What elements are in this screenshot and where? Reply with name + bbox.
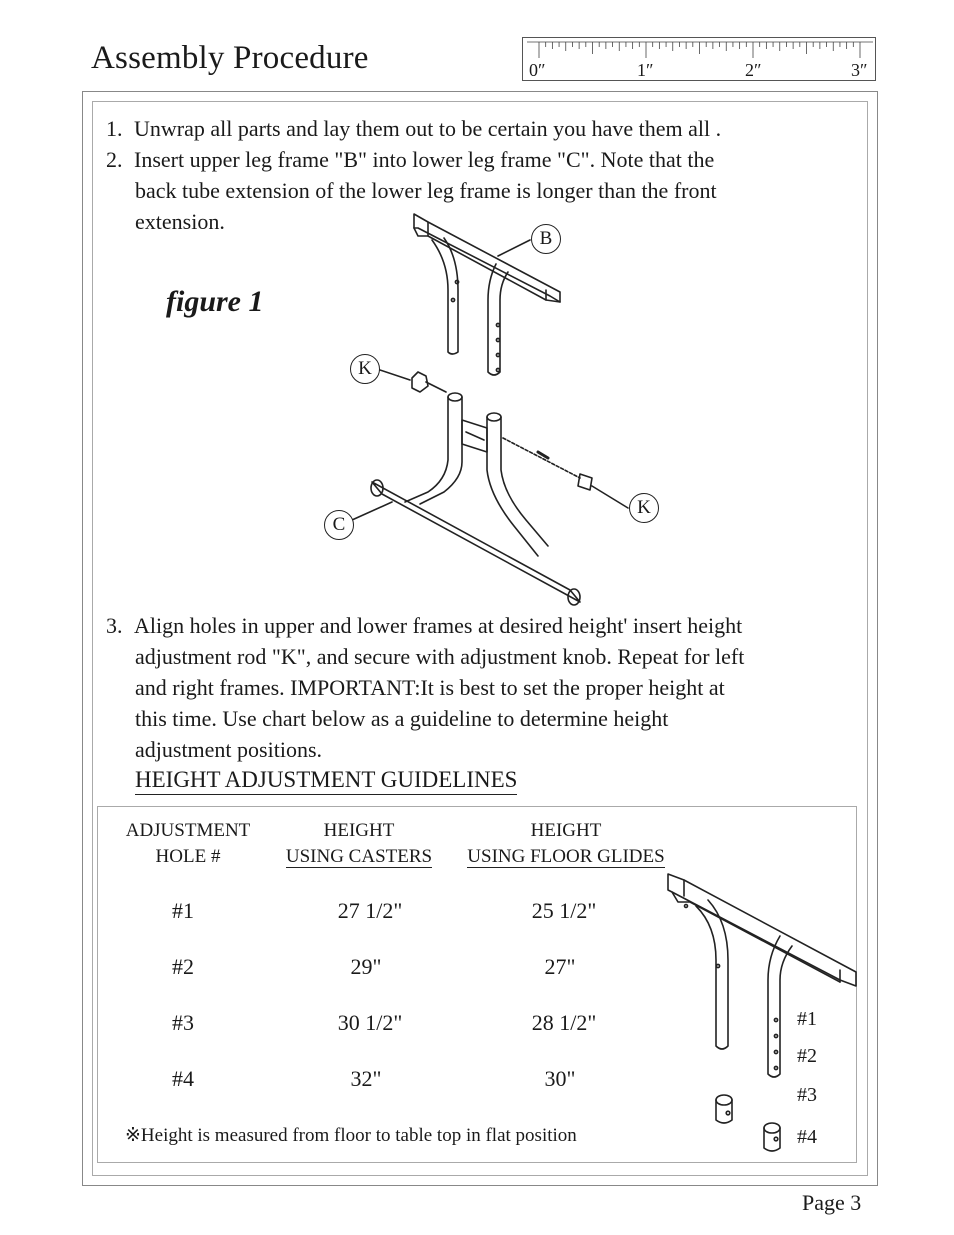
step-1-number: 1. bbox=[106, 116, 123, 141]
step-3-line-4: this time. Use chart below as a guideline to determine height bbox=[135, 706, 669, 731]
step-3-number: 3. bbox=[106, 613, 123, 638]
height-note: ※Height is measured from floor to table top in flat position bbox=[125, 1125, 577, 1146]
header-col2-line2: USING CASTERS bbox=[285, 846, 433, 867]
height-diagram-beam bbox=[668, 874, 856, 986]
hole-label-1: #1 bbox=[797, 1008, 817, 1030]
header-col3-line1: HEIGHT bbox=[530, 820, 602, 841]
height-guidelines-title: HEIGHT ADJUSTMENT GUIDELINES bbox=[135, 766, 517, 795]
callout-k-lower: K bbox=[629, 493, 659, 523]
step-2-line-2: back tube extension of the lower leg frame is longer than the front bbox=[135, 178, 717, 203]
row-2-casters: 29" bbox=[350, 954, 382, 979]
step-3-line-2: adjustment rod "K", and secure with adjustment knob. Repeat for left bbox=[135, 644, 745, 669]
height-diagram-leg-front bbox=[768, 936, 792, 1077]
header-col1-line2: HOLE # bbox=[155, 846, 221, 867]
ruler-label-2: 2″ bbox=[745, 60, 762, 80]
header-col2-line1: HEIGHT bbox=[323, 820, 395, 841]
row-1-casters: 27 1/2" bbox=[337, 898, 403, 923]
step-1-text: Unwrap all parts and lay them out to be certain you have them all . bbox=[134, 116, 722, 141]
page-title: Assembly Procedure bbox=[91, 40, 369, 76]
callout-b: B bbox=[531, 224, 561, 254]
ruler-label-0: 0″ bbox=[529, 60, 546, 80]
row-1-glides: 25 1/2" bbox=[531, 898, 597, 923]
row-2-hole: #2 bbox=[172, 954, 194, 979]
step-3-line-3: and right frames. IMPORTANT:It is best to set the proper height at bbox=[135, 675, 725, 700]
hole-label-4: #4 bbox=[797, 1126, 817, 1148]
row-3-casters: 30 1/2" bbox=[337, 1010, 403, 1035]
callout-k-upper: K bbox=[350, 354, 380, 384]
header-col1-line1: ADJUSTMENT bbox=[125, 820, 251, 841]
row-4-casters: 32" bbox=[350, 1066, 382, 1091]
step-2-number: 2. bbox=[106, 147, 123, 172]
page-number: Page 3 bbox=[802, 1190, 862, 1215]
step-2-line-3: extension. bbox=[135, 209, 225, 234]
row-3-hole: #3 bbox=[172, 1010, 194, 1035]
row-3-glides: 28 1/2" bbox=[531, 1010, 597, 1035]
row-2-glides: 27" bbox=[544, 954, 576, 979]
ruler-label-1: 1″ bbox=[637, 60, 654, 80]
header-col3-line2: USING FLOOR GLIDES bbox=[467, 846, 665, 867]
hole-label-2: #2 bbox=[797, 1045, 817, 1067]
step-2-line-1: Insert upper leg frame "B" into lower leg frame "C". Note that the bbox=[134, 147, 715, 172]
step-3-line-5: adjustment positions. bbox=[135, 737, 322, 762]
row-4-glides: 30" bbox=[544, 1066, 576, 1091]
hole-label-3: #3 bbox=[797, 1084, 817, 1106]
row-4-hole: #4 bbox=[172, 1066, 194, 1091]
height-diagram-leg-rear bbox=[696, 900, 728, 1049]
callout-c: C bbox=[324, 510, 354, 540]
row-1-hole: #1 bbox=[172, 898, 194, 923]
ruler-label-3: 3″ bbox=[851, 60, 868, 80]
figure-1-label: figure 1 bbox=[166, 285, 264, 318]
step-3-line-1: Align holes in upper and lower frames at desired height' insert height bbox=[134, 613, 743, 638]
